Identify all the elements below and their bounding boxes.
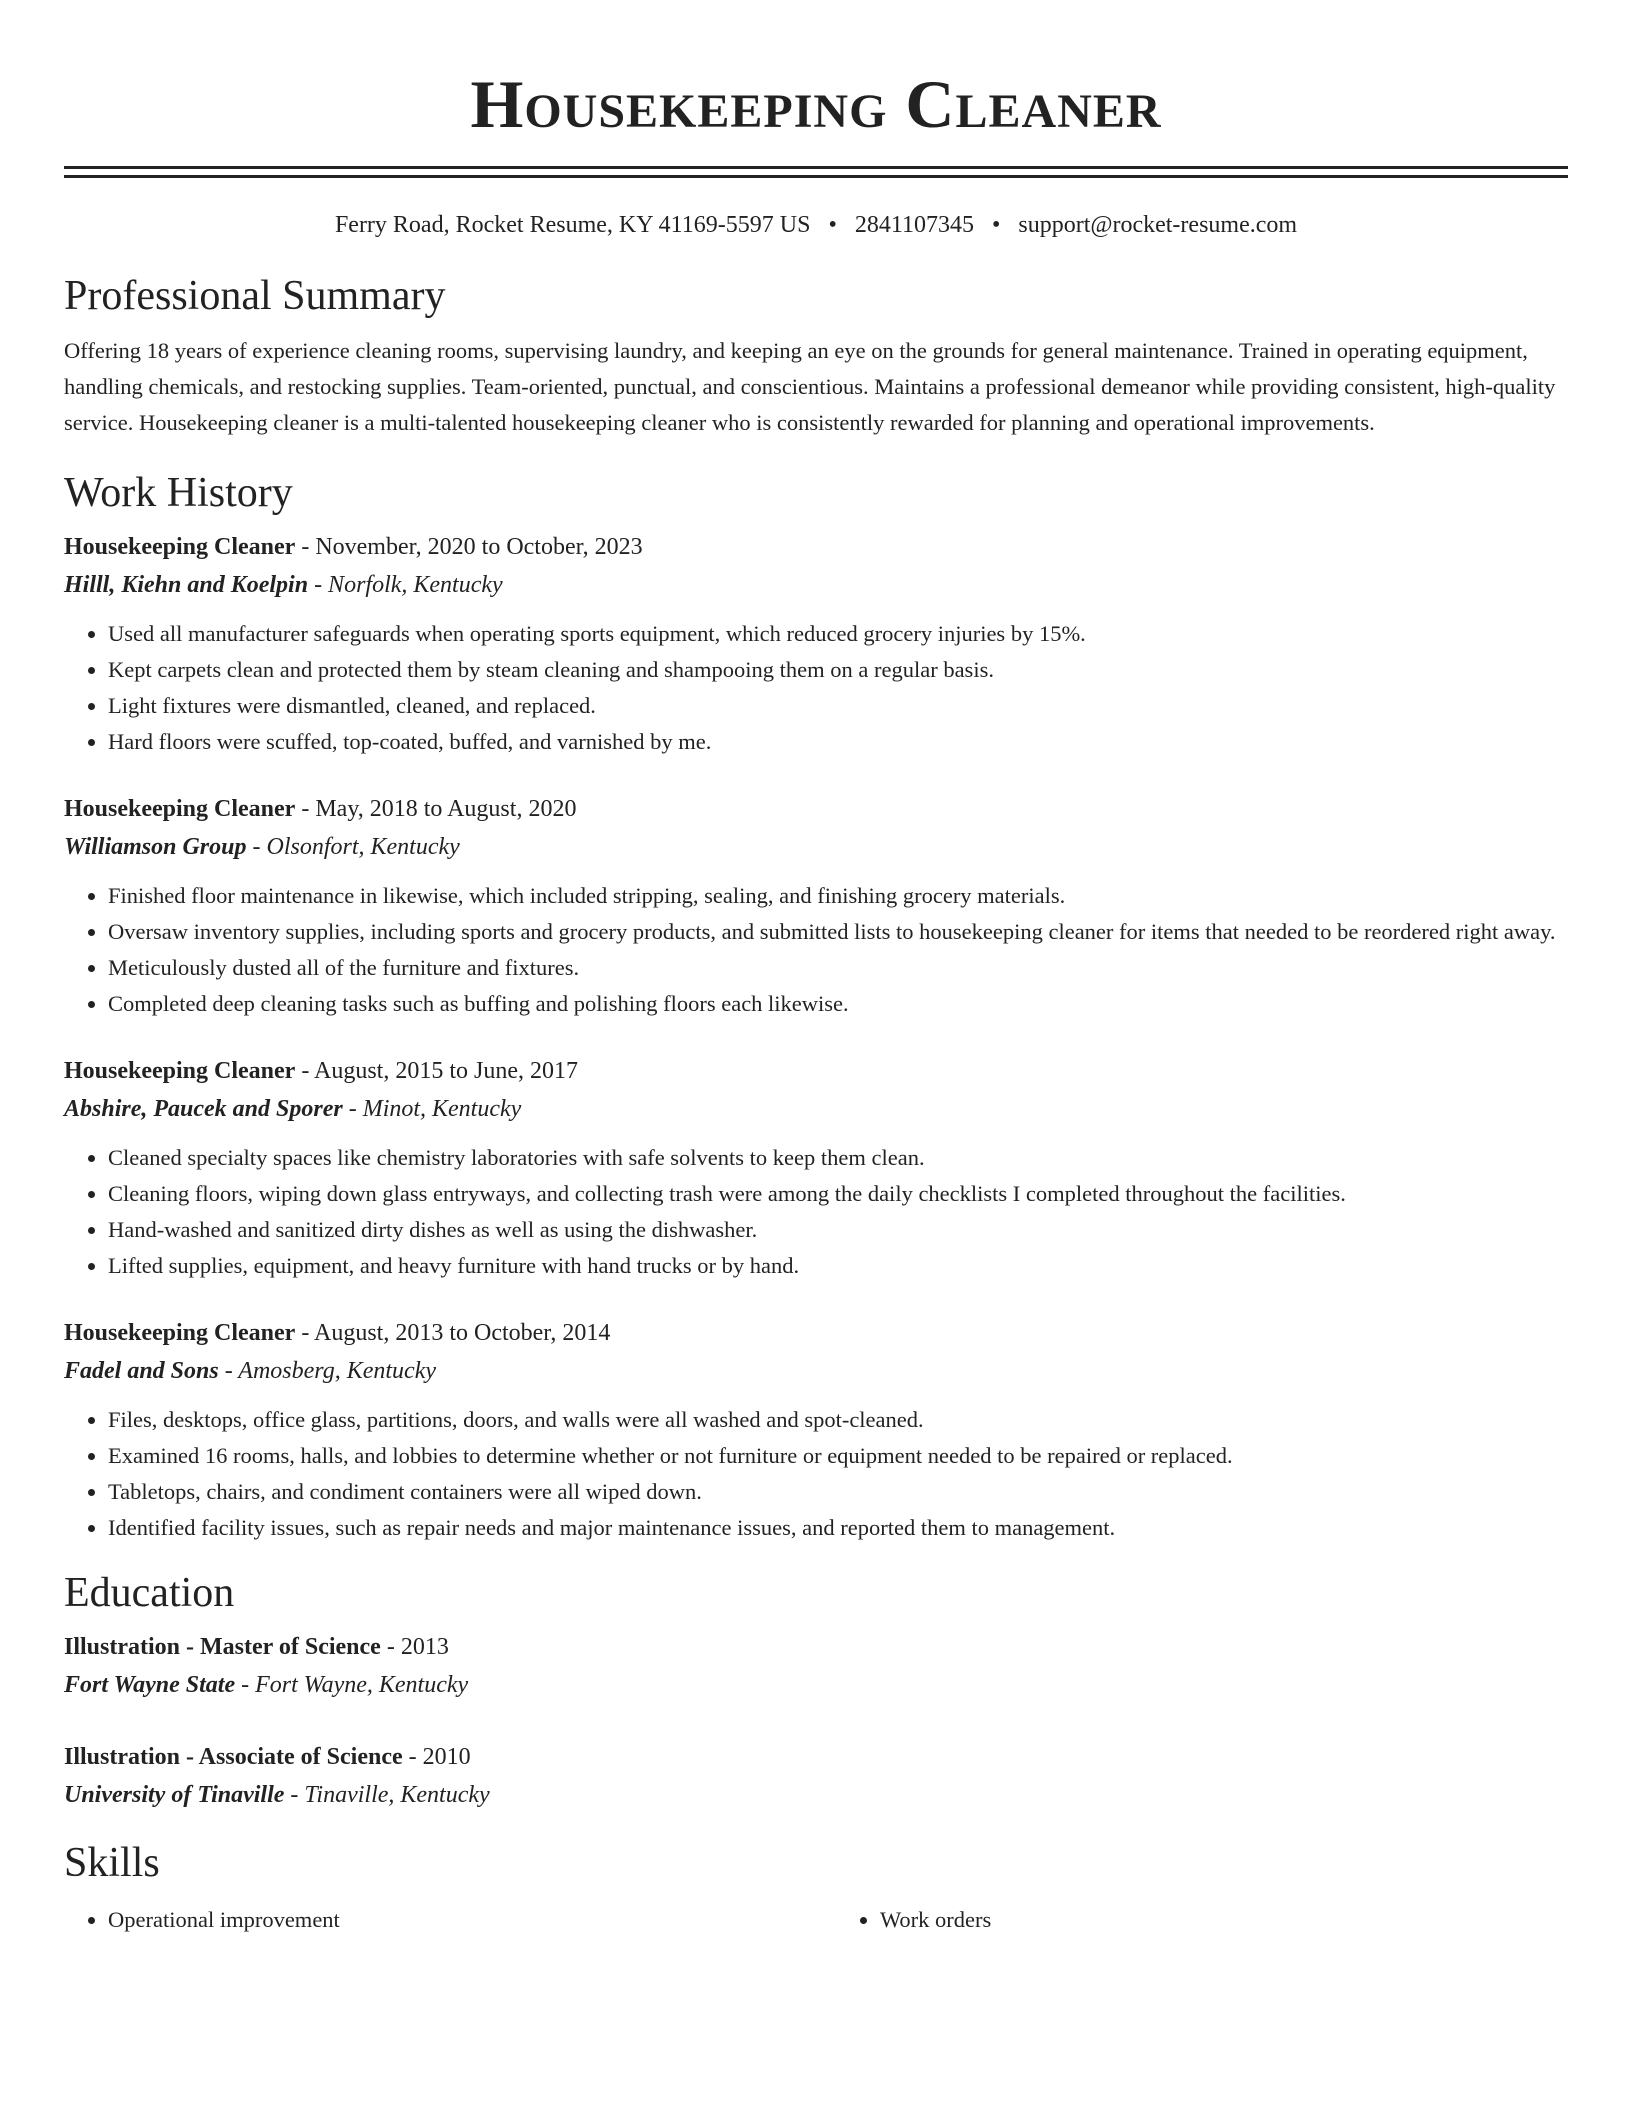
education-degree-line bbox=[64, 1628, 1568, 1666]
education-school: Fort Wayne State bbox=[64, 1672, 236, 1698]
contact-separator: • bbox=[828, 212, 837, 238]
resume-page bbox=[64, 0, 1568, 1938]
job-dates: - November, 2020 to October, 2023 bbox=[295, 534, 643, 560]
job-entry bbox=[64, 1052, 1568, 1284]
job-dates: - May, 2018 to August, 2020 bbox=[295, 796, 577, 822]
job-title-line bbox=[64, 790, 1568, 828]
contact-email: support@rocket-resume.com bbox=[1018, 212, 1298, 238]
list-item: • Light fixtures were dismantled, cleaned, and replaced. bbox=[108, 688, 1568, 724]
list-item: • Completed deep cleaning tasks such as buffing and polishing floors each likewise. bbox=[108, 986, 1568, 1022]
contact-address: Ferry Road, Rocket Resume, KY 41169-5597 US bbox=[334, 212, 811, 238]
job-location: - Olsonfort, Kentucky bbox=[246, 834, 460, 860]
skills-section bbox=[64, 1836, 1568, 1938]
education-entry bbox=[64, 1738, 1568, 1814]
section-heading-work-history: Work History bbox=[64, 470, 293, 516]
contact-line bbox=[64, 207, 1568, 243]
job-title-line bbox=[64, 1314, 1568, 1352]
summary-text: Offering 18 years of experience cleaning rooms, supervising laundry, and keeping an eye on the grounds for general maintenance. Trained in operating equipment, handling chemicals, and restocking supplies. Team-oriented, punctual, and conscientious. Maintains a professional demeanor while providing consistent, high-quality service. Housekeeping cleaner is a multi-talented housekeeping cleaner who is consistently rewarded for planning and operational improvements. bbox=[64, 338, 1556, 435]
education-school-line bbox=[64, 1666, 1568, 1704]
education-location: - Fort Wayne, Kentucky bbox=[235, 1672, 469, 1698]
job-title: Housekeeping Cleaner bbox=[64, 1320, 296, 1346]
job-bullets bbox=[64, 616, 1568, 760]
section-heading-education: Education bbox=[64, 1570, 235, 1616]
list-item: • Identified facility issues, such as repair needs and major maintenance issues, and reported them to management. bbox=[108, 1510, 1568, 1546]
list-item: • Cleaning floors, wiping down glass entryways, and collecting trash were among the daily checklists I completed throughout the facilities. bbox=[108, 1176, 1568, 1212]
job-title: Housekeeping Cleaner bbox=[64, 796, 296, 822]
list-item: • Examined 16 rooms, halls, and lobbies to determine whether or not furniture or equipment needed to be repaired or replaced. bbox=[108, 1438, 1568, 1474]
education-entry bbox=[64, 1628, 1568, 1704]
resume-title: Housekeeping Cleaner bbox=[470, 66, 1162, 142]
job-company: Williamson Group bbox=[64, 834, 247, 860]
education-degree: Illustration - Master of Science bbox=[64, 1634, 381, 1660]
job-title-line bbox=[64, 528, 1568, 566]
job-location: - Amosberg, Kentucky bbox=[218, 1358, 436, 1384]
section-heading-skills: Skills bbox=[64, 1840, 160, 1886]
skill-item: • Operational improvement bbox=[108, 1902, 796, 1938]
education-school-line bbox=[64, 1776, 1568, 1814]
job-entry bbox=[64, 528, 1568, 760]
education-school: University of Tinaville bbox=[64, 1782, 285, 1808]
list-item: • Files, desktops, office glass, partitions, doors, and walls were all washed and spot-cleaned. bbox=[108, 1402, 1568, 1438]
job-company-line bbox=[64, 566, 1568, 604]
job-dates: - August, 2013 to October, 2014 bbox=[295, 1320, 611, 1346]
skills-list-right bbox=[836, 1902, 1568, 1938]
job-company: Abshire, Paucek and Sporer bbox=[64, 1096, 343, 1122]
education-degree-line bbox=[64, 1738, 1568, 1776]
job-location: - Norfolk, Kentucky bbox=[308, 572, 503, 598]
list-item: • Tabletops, chairs, and condiment containers were all wiped down. bbox=[108, 1474, 1568, 1510]
list-item: • Lifted supplies, equipment, and heavy furniture with hand trucks or by hand. bbox=[108, 1248, 1568, 1284]
job-company-line bbox=[64, 1090, 1568, 1128]
job-title-line bbox=[64, 1052, 1568, 1090]
title-divider-top bbox=[64, 166, 1568, 169]
education-year: - 2010 bbox=[402, 1744, 471, 1770]
title-divider-bottom bbox=[64, 175, 1568, 178]
section-heading-summary: Professional Summary bbox=[64, 273, 446, 319]
job-entry bbox=[64, 1314, 1568, 1546]
list-item: • Finished floor maintenance in likewise, which included stripping, sealing, and finishing grocery materials. bbox=[108, 878, 1568, 914]
job-entry bbox=[64, 790, 1568, 1022]
job-company: Fadel and Sons bbox=[64, 1358, 219, 1384]
list-item: • Kept carpets clean and protected them by steam cleaning and shampooing them on a regular basis. bbox=[108, 652, 1568, 688]
list-item: • Hard floors were scuffed, top-coated, buffed, and varnished by me. bbox=[108, 724, 1568, 760]
job-title: Housekeeping Cleaner bbox=[64, 534, 296, 560]
skills-list-left bbox=[64, 1902, 796, 1938]
job-company: Hilll, Kiehn and Koelpin bbox=[64, 572, 309, 598]
list-item: • Hand-washed and sanitized dirty dishes as well as using the dishwasher. bbox=[108, 1212, 1568, 1248]
summary-section bbox=[64, 269, 1568, 441]
job-company-line bbox=[64, 1352, 1568, 1390]
job-dates: - August, 2015 to June, 2017 bbox=[295, 1058, 578, 1084]
education-degree: Illustration - Associate of Science bbox=[64, 1744, 403, 1770]
job-location: - Minot, Kentucky bbox=[342, 1096, 522, 1122]
list-item: • Meticulously dusted all of the furniture and fixtures. bbox=[108, 950, 1568, 986]
job-bullets bbox=[64, 1140, 1568, 1284]
list-item: • Used all manufacturer safeguards when operating sports equipment, which reduced grocery injuries by 15%. bbox=[108, 616, 1568, 652]
education-year: - 2013 bbox=[380, 1634, 449, 1660]
work-history-section bbox=[64, 466, 1568, 1546]
job-title: Housekeeping Cleaner bbox=[64, 1058, 296, 1084]
job-bullets bbox=[64, 878, 1568, 1022]
list-item: • Oversaw inventory supplies, including sports and grocery products, and submitted lists to housekeeping cleaner for items that needed to be reordered right away. bbox=[108, 914, 1568, 950]
skill-item: • Work orders bbox=[880, 1902, 1568, 1938]
skills-grid bbox=[64, 1890, 1568, 1938]
job-bullets bbox=[64, 1402, 1568, 1546]
contact-separator: • bbox=[991, 212, 1001, 238]
education-location: - Tinaville, Kentucky bbox=[284, 1782, 490, 1808]
contact-phone: 2841107345 bbox=[854, 212, 974, 238]
list-item: • Cleaned specialty spaces like chemistry laboratories with safe solvents to keep them clean. bbox=[108, 1140, 1568, 1176]
education-section bbox=[64, 1566, 1568, 1814]
job-company-line bbox=[64, 828, 1568, 866]
